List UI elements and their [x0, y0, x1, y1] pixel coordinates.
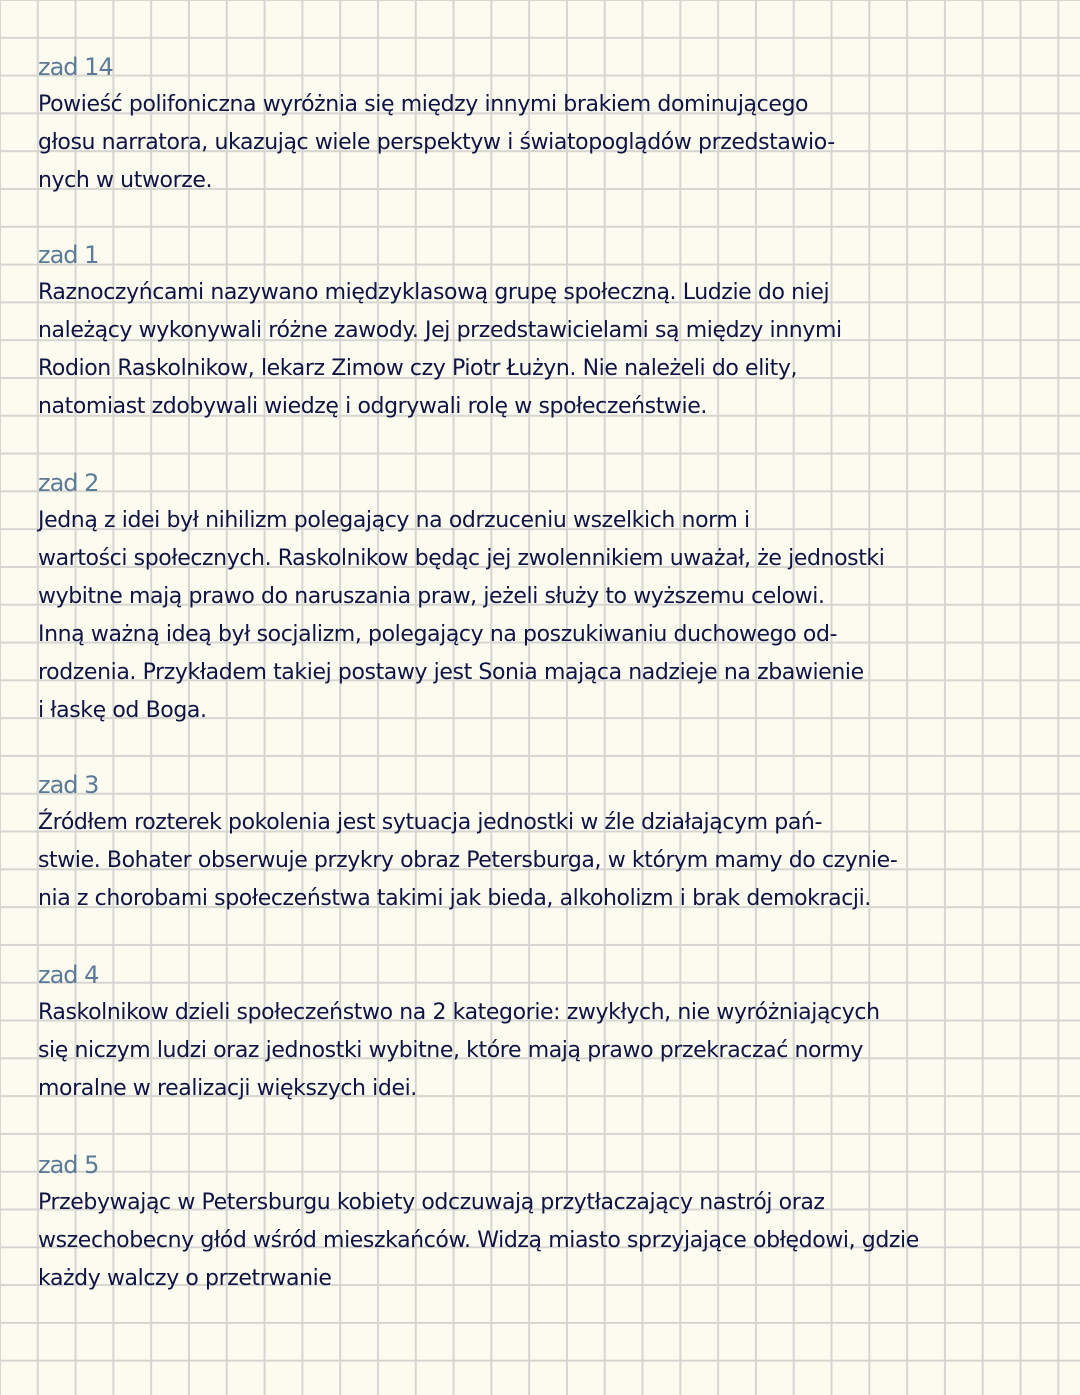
- section-zad-3: [38, 770, 1068, 918]
- text-line: nia z chorobami społeczeństwa takimi jak bieda, alkoholizm i brak demokracji.: [38, 886, 871, 911]
- section-heading: zad 2: [38, 469, 99, 497]
- text-line: natomiast zdobywali wiedzę i odgrywali rolę w społeczeństwie.: [38, 394, 707, 419]
- text-line: moralne w realizacji większych idei.: [38, 1076, 417, 1101]
- section-heading: zad 14: [38, 53, 113, 81]
- section-heading: zad 4: [38, 961, 99, 989]
- text-line: głosu narratora, ukazując wiele perspektyw i światopoglądów przedstawio-: [38, 130, 835, 155]
- text-line: każdy walczy o przetrwanie: [38, 1266, 332, 1291]
- section-heading: zad 1: [38, 241, 99, 269]
- text-line: Inną ważną ideą był socjalizm, polegający na poszukiwaniu duchowego od-: [38, 622, 838, 647]
- text-line: Jedną z idei był nihilizm polegający na odrzuceniu wszelkich norm i: [38, 508, 750, 533]
- section-zad-4: [38, 960, 1068, 1108]
- section-zad-5: [38, 1150, 1068, 1298]
- section-zad-14: [38, 52, 1068, 200]
- text-line: nych w utworze.: [38, 168, 213, 193]
- section-zad-2: [38, 468, 1068, 730]
- text-line: Źródłem rozterek pokolenia jest sytuacja jednostki w źle działającym pań-: [38, 810, 823, 835]
- text-line: stwie. Bohater obserwuje przykry obraz Petersburga, w którym mamy do czynie-: [38, 848, 898, 873]
- text-line: wszechobecny głód wśród mieszkańców. Widzą miasto sprzyjające obłędowi, gdzie: [38, 1228, 919, 1253]
- text-line: wartości społecznych. Raskolnikow będąc jej zwolennikiem uważał, że jednostki: [38, 546, 885, 571]
- section-heading: zad 3: [38, 771, 99, 799]
- text-line: wybitne mają prawo do naruszania praw, jeżeli służy to wyższemu celowi.: [38, 584, 825, 609]
- text-line: się niczym ludzi oraz jednostki wybitne, które mają prawo przekraczać normy: [38, 1038, 864, 1063]
- text-line: należący wykonywali różne zawody. Jej przedstawicielami są między innymi: [38, 318, 842, 343]
- text-line: Przebywając w Petersburgu kobiety odczuwają przytłaczający nastrój oraz: [38, 1190, 825, 1215]
- text-line: Powieść polifoniczna wyróżnia się między innymi brakiem dominującego: [38, 92, 809, 117]
- section-zad-1: [38, 240, 1068, 426]
- section-heading: zad 5: [38, 1151, 99, 1179]
- text-line: Raznoczyńcami nazywano międzyklasową grupę społeczną. Ludzie do niej: [38, 280, 830, 305]
- text-line: Rodion Raskolnikow, lekarz Zimow czy Piotr Łużyn. Nie należeli do elity,: [38, 356, 798, 381]
- text-line: i łaskę od Boga.: [38, 698, 207, 723]
- text-line: Raskolnikow dzieli społeczeństwo na 2 kategorie: zwykłych, nie wyróżniających: [38, 1000, 880, 1025]
- text-line: rodzenia. Przykładem takiej postawy jest Sonia mająca nadzieje na zbawienie: [38, 660, 864, 685]
